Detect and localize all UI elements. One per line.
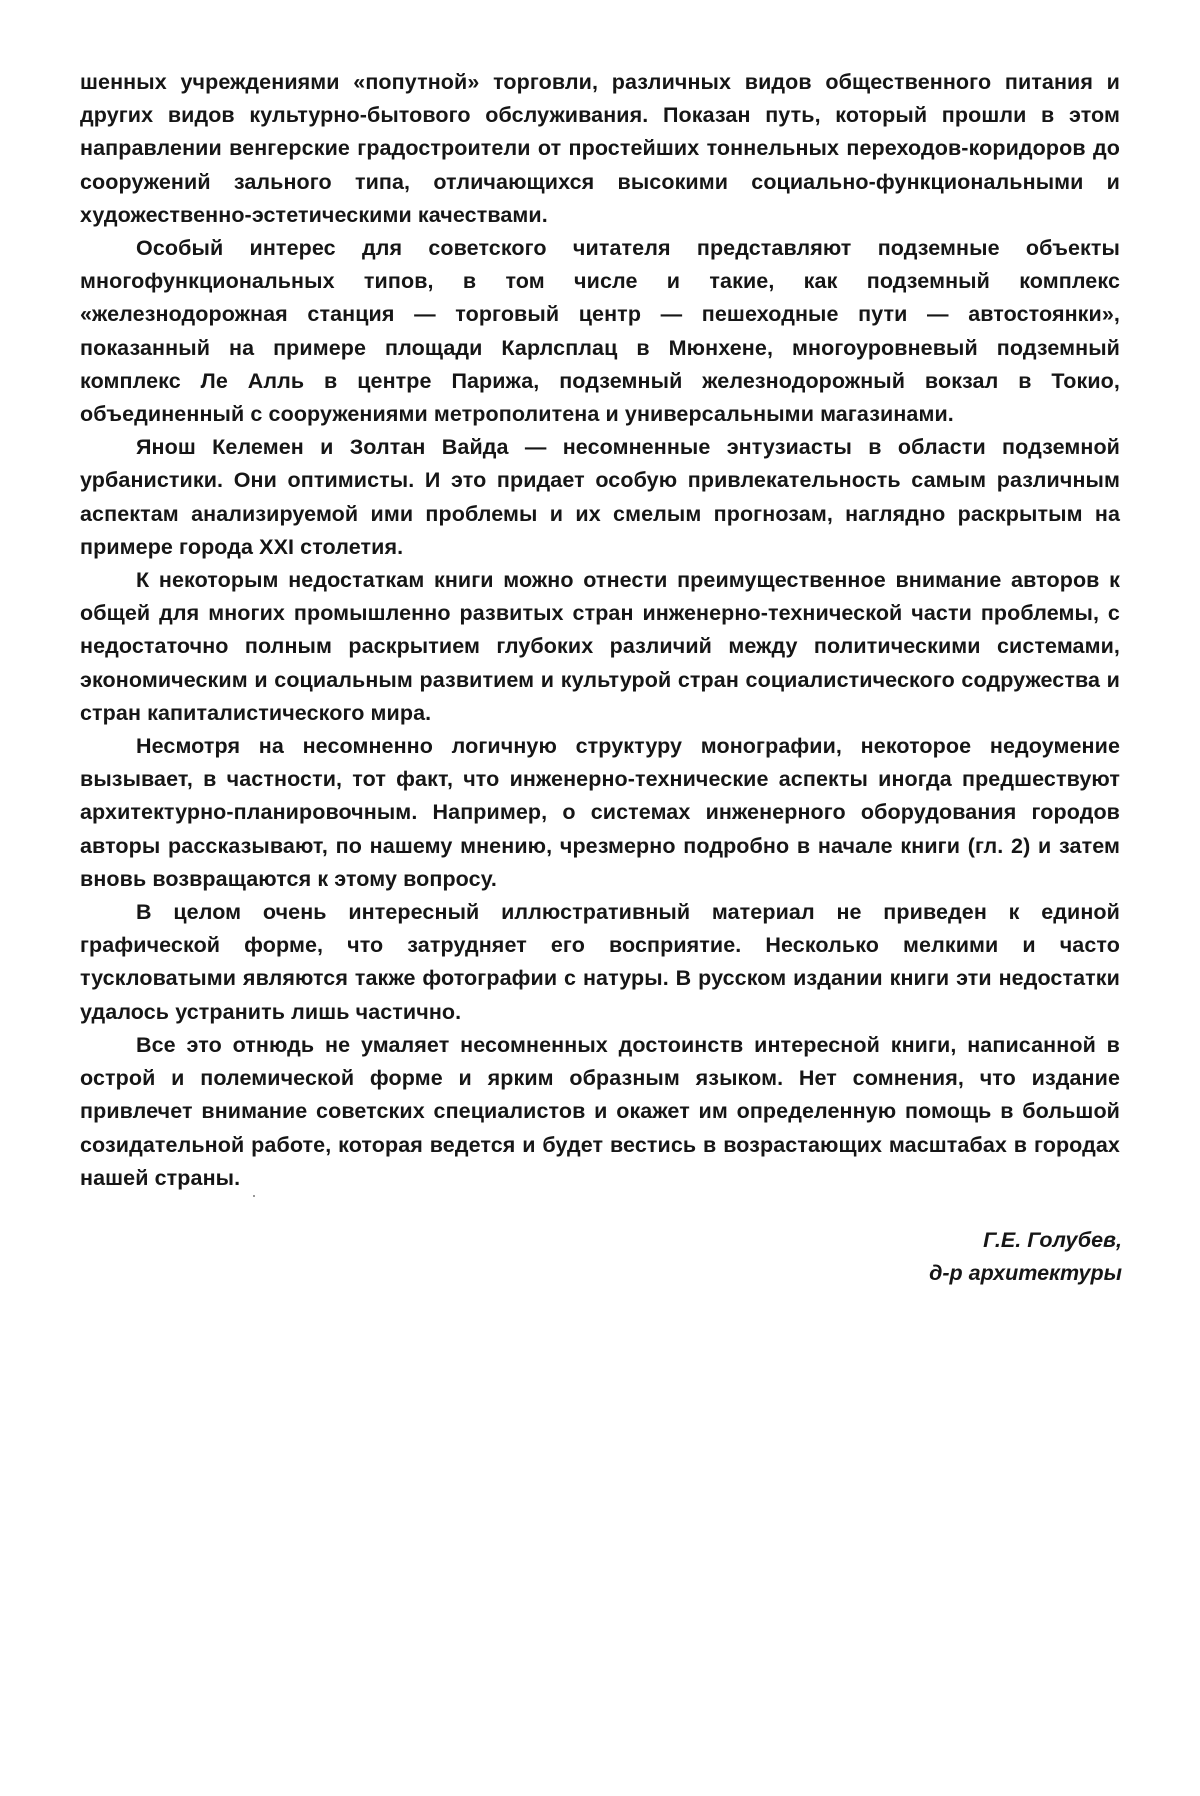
- paragraph-illustrations: В целом очень интересный иллюстративный материал не приведен к единой графической форме, что затрудняет его восприятие. Несколько мелкими и часто тускловатыми являются также фотографии с натуры. В русском издании книги эти недостатки удалось устранить лишь частично.: [80, 900, 1120, 1024]
- signature-block: [929, 1224, 1122, 1290]
- scan-speck: [253, 1195, 255, 1197]
- paragraph-shortcomings: К некоторым недостаткам книги можно отнести преимущественное внимание авторов к общей для многих промышленно развитых стран инженерно-технической части проблемы, с недостаточно полным раскрытием глубоких различий между политическими системами, экономическим и социальным развитием и культурой стран социалистического содружества и стран капиталистического мира.: [80, 568, 1120, 725]
- paragraph-conclusion: Все это отнюдь не умаляет несомненных достоинств интересной книги, написанной в острой и полемической форме и ярким образным языком. Нет сомнения, что издание привлечет внимание советских специалистов и окажет им определенную помощь в большой созидательной работе, которая ведется и будет вестись в возрастающих масштабах в городах нашей страны.: [80, 1032, 1120, 1190]
- paragraph-structure: Несмотря на несомненно логичную структуру монографии, некоторое недоумение вызывает, в частности, тот факт, что инженерно-технические аспекты иногда предшествуют архитектурно-планировочным. Например, о системах инженерного оборудования городов авторы рассказывают, по нашему мнению, чрезмерно подробно в начале книги (гл. 2) и затем вновь возвращаются к этому вопросу.: [80, 734, 1120, 891]
- signature-title: д-р архитектуры: [929, 1261, 1122, 1285]
- paragraph-continuation: шенных учреждениями «попутной» торговли, различных видов общественного питания и других видов культурно-бытового обслуживания. Показан путь, который прошли в этом направлении венгерские градостроители от простейших тоннельных переходов-коридоров до сооружений зального типа, отличающихся высокими социально-функциональными и художественно-эстетическими качествами.: [80, 70, 1120, 227]
- body-text: [80, 66, 1120, 1195]
- signature-name: Г.Е. Голубев,: [983, 1228, 1122, 1252]
- paragraph-authors: Янош Келемен и Золтан Вайда — несомненные энтузиасты в области подземной урбанистики. Они оптимисты. И это придает особую привлекательность самым различным аспектам анализируемой ими проблемы и их смелым прогнозам, наглядно раскрытым на примере города XXI столетия.: [80, 435, 1120, 559]
- paragraph-underground-objects: Особый интерес для советского читателя представляют подземные объекты многофункциональных типов, в том числе и такие, как подземный комплекс «железнодорожная станция — торговый центр — пешеходные пути — автостоянки», показанный на примере площади Карлсплац в Мюнхене, многоуровневый подземный комплекс Ле Алль в центре Парижа, подземный железнодорожный вокзал в Токио, объединенный с сооружениями метрополитена и универсальными магазинами.: [80, 236, 1120, 427]
